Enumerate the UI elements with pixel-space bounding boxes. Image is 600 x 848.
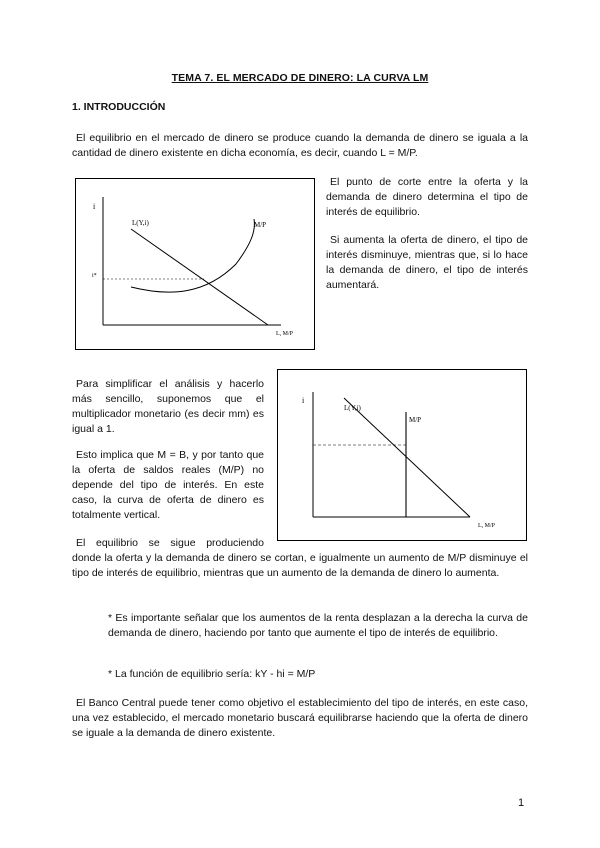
figure-2-supply-label: M/P — [409, 416, 422, 424]
figure-1-equilibrium-label: i* — [92, 273, 97, 279]
figure-2-graph — [278, 370, 526, 540]
figure-1-graph — [76, 179, 314, 349]
figure-2 — [277, 369, 527, 541]
figure-2-demand-curve — [344, 398, 470, 517]
figure-1-demand-label: L(Y,i) — [132, 219, 149, 227]
figure-1-demand-curve — [131, 229, 268, 325]
figure-1-supply-curve — [131, 219, 254, 292]
paragraph-corte: El punto de corte entre la oferta y la demanda de dinero determina el tipo de interés de equilibrio. — [326, 176, 528, 218]
figure-1-x-label: L, M/P — [276, 331, 294, 337]
paragraph-implica: Esto implica que M = B, y por tanto que la oferta de saldos reales (M/P) no depende del tipo de interés. En este caso, la curva de oferta de dinero es totalmente vertical. — [72, 449, 264, 521]
figure-2-demand-label: L(Y,i) — [344, 404, 361, 412]
page-title: TEMA 7. EL MERCADO DE DINERO: LA CURVA LM — [171, 72, 429, 84]
paragraph-simplificar: Para simplificar el análisis y hacerlo más sencillo, suponemos que el multiplicador monetario (es decir mm) es igual a 1. — [72, 378, 264, 435]
section-heading: 1. INTRODUCCIÓN — [72, 101, 166, 113]
figure-1 — [75, 178, 315, 350]
figure-2-y-label: i — [302, 396, 305, 405]
paragraph-aumenta: Si aumenta la oferta de dinero, el tipo de interés disminuye, mientras que, si lo hace la demanda de dinero, el tipo de interés aumentará. — [326, 234, 528, 291]
paragraph-equilibrio-first: El equilibrio se sigue produciendo — [76, 537, 264, 549]
paragraph-equilibrio-rest: donde la oferta y la demanda de dinero se cortan, e igualmente un aumento de M/P disminuye el tipo de interés de equilibrio, mientras que un aumento de la demanda de dinero lo aumenta. — [72, 552, 528, 579]
page-number: 1 — [518, 797, 525, 809]
figure-1-y-label: i — [93, 202, 96, 211]
figure-1-supply-label: M/P — [254, 221, 267, 229]
figure-2-x-label: L, M/P — [478, 523, 496, 529]
note-funcion: * La función de equilibrio sería: kY - hi = M/P — [108, 668, 316, 680]
note-renta: * Es importante señalar que los aumentos de la renta desplazan a la derecha la curva de demanda de dinero, haciendo por tanto que aumente el tipo de interés de equilibrio. — [108, 612, 528, 639]
paragraph-intro: El equilibrio en el mercado de dinero se produce cuando la demanda de dinero se iguala a la cantidad de dinero existente en dicha economía, es decir, cuando L = M/P. — [72, 132, 528, 159]
paragraph-banco-central: El Banco Central puede tener como objetivo el establecimiento del tipo de interés, en este caso, una vez establecido, el mercado monetario buscará equilibrarse haciendo que la oferta de dinero se iguale a la demanda de dinero existente. — [72, 697, 528, 739]
